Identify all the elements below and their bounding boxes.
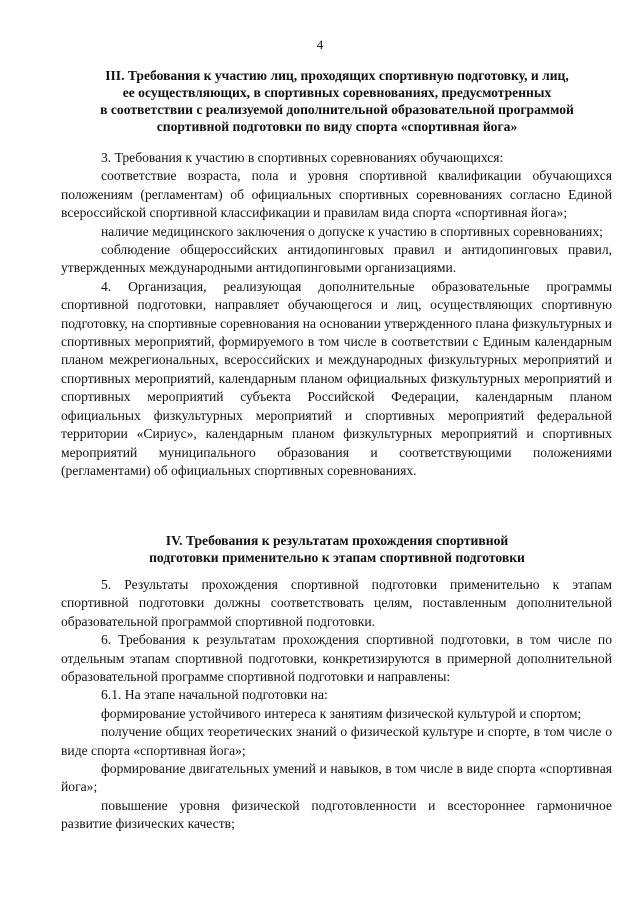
paragraph-5: 5. Результаты прохождения спортивной подготовки применительно к этапам спортивной подготовки должны соответствовать целям, поставленным дополнительной образовательной программой спортивной подготовки. — [61, 577, 612, 629]
section-3-heading — [60, 67, 614, 135]
section-4-heading-line: подготовки применительно к этапам спортивной подготовки — [149, 550, 525, 565]
paragraph-6-1-item-interest: формирование устойчивого интереса к занятиям физической культурой и спортом; — [101, 705, 582, 721]
section-3-heading-line: ее осуществляющих, в спортивных соревнованиях, предусмотренных — [122, 85, 552, 100]
paragraph-4: 4. Организация, реализующая дополнительные образовательные программы спортивной подготовки, направляет обучающегося и лиц, осуществляющих спортивную подготовку, на спортивные соревнования на основании утвержденного плана физкультурных и спортивных мероприятий, формируемого в том числе в соответствии с Единым календарным планом межрегиональных, всероссийских и международных физкультурных мероприятий и спортивных мероприятий, календарным планом официальных физкультурных мероприятий и спортивных мероприятий субъекта Российской Федерации, календарным планом официальных физкультурных мероприятий и спортивных мероприятий федеральной территории «Сириус», календарным планом физкультурных мероприятий и спортивных мероприятий муниципального образования и соответствующими положениями (регламентами) об официальных спортивных соревнованиях. — [61, 278, 612, 478]
section-3-heading-line: спортивной подготовки по виду спорта «спортивная йога» — [156, 119, 518, 134]
paragraph-3-item-age: соответствие возраста, пола и уровня спортивной квалификации обучающихся положениям (регламентам) об официальных спортивных соревнованиях согласно Единой всероссийской спортивной классификации и правилам вида спорта «спортивная йога»; — [61, 168, 612, 221]
section-3-body — [61, 149, 612, 480]
paragraph-6-1-item-knowledge: получение общих теоретических знаний о физической культуре и спорте, в том числе о виде спорта «спортивная йога»; — [61, 724, 612, 758]
paragraph-6-1-item-fitness: повышение уровня физической подготовленности и всестороннее гармоничное развитие физических качеств; — [61, 797, 612, 832]
paragraph-6-1: 6.1. На этапе начальной подготовки на: — [101, 687, 328, 703]
section-4-heading — [60, 532, 614, 566]
page-number: 4 — [316, 37, 324, 52]
section-3-heading-line: III. Требования к участию лиц, проходящих спортивную подготовку, и лиц, — [105, 68, 569, 83]
paragraph-3-item-medical: наличие медицинского заключения о допуске к участию в спортивных соревнованиях; — [101, 223, 603, 239]
paragraph-3-item-antidoping: соблюдение общероссийских антидопинговых правил и антидопинговых правил, утвержденных международными антидопинговыми организациями. — [61, 242, 612, 276]
paragraph-6-1-item-skills: формирование двигательных умений и навыков, в том числе в виде спорта «спортивная йога»; — [61, 761, 612, 795]
section-4-heading-line: IV. Требования к результатам прохождения спортивной — [165, 533, 509, 548]
section-4-body — [61, 576, 612, 834]
section-3-heading-line: в соответствии с реализуемой дополнительной образовательной программой — [100, 102, 574, 117]
paragraph-3: 3. Требования к участию в спортивных соревнованиях обучающихся: — [101, 150, 504, 165]
paragraph-6: 6. Требования к результатам прохождения спортивной подготовки, в том числе по отдельным этапам спортивной подготовки, конкретизируются в примерной дополнительной образовательной программе спортивной подготовки и направлены: — [61, 632, 612, 685]
